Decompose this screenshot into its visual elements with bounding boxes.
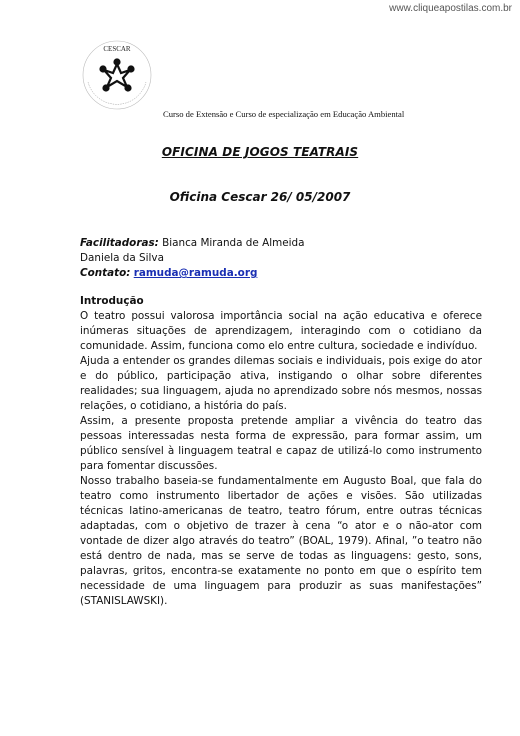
document-title: OFICINA DE JOGOS TEATRAIS <box>161 145 359 159</box>
course-line: Curso de Extensão e Curso de especialização em Educação Ambiental <box>163 109 405 119</box>
paragraph: Nosso trabalho baseia-se fundamentalmente em Augusto Boal, que fala do teatro como instrumento libertador de ações e visões. São utilizadas técnicas latino-americanas de teatro, teatro fórum, entre outras técnicas adaptadas, com o objetivo de trazer à cena “o ator e o não-ator com vontade de dizer algo através do teatro” (BOAL, 1979). Afinal, ”o teatro não está dentro de nada, mas se serve de todas as linguagens: gesto, sons, palavras, gritos, encontra-se exatamente no ponto em que o espírito tem necessidade de uma linguagem para produzir as suas manifestações” (STANISLAWSKI). <box>80 475 482 607</box>
facilitators-label: Facilitadoras: <box>80 237 159 249</box>
intro-section <box>80 294 482 609</box>
section-heading: Introdução <box>80 295 144 307</box>
contact-label: Contato: <box>80 267 131 279</box>
facilitator-name: Bianca Miranda de Almeida <box>162 237 305 249</box>
logo-text: CESCAR <box>103 45 131 53</box>
document-subtitle: Oficina Cescar 26/ 05/2007 <box>169 190 351 204</box>
paragraph: O teatro possui valorosa importância social na ação educativa e oferece inúmeras situações de aprendizagem, interagindo com o cotidiano da comunidade. Assim, funciona como elo entre cultura, sociedade e indivíduo. <box>80 310 482 352</box>
paragraph: Ajuda a entender os grandes dilemas sociais e individuais, pois exige do ator e do público, participação ativa, instigando o olhar sobre diferentes realidades; sua linguagem, ajuda no aprendizado sobre nós mesmos, nossas relações, o cotidiano, a história do país. <box>80 355 482 412</box>
contact-email-link[interactable]: ramuda@ramuda.org <box>133 267 258 279</box>
facilitator-name: Daniela da Silva <box>80 252 164 264</box>
watermark-url: www.cliqueapostilas.com.br <box>389 3 512 14</box>
cescar-logo-icon <box>80 38 154 112</box>
facilitators-block <box>80 236 304 281</box>
paragraph: Assim, a presente proposta pretende ampliar a vivência do teatro das pessoas interessadas nesta forma de expressão, para formar assim, um público sensível à linguagem teatral e capaz de utilizá-lo como instrumento para fomentar discussões. <box>80 415 482 472</box>
